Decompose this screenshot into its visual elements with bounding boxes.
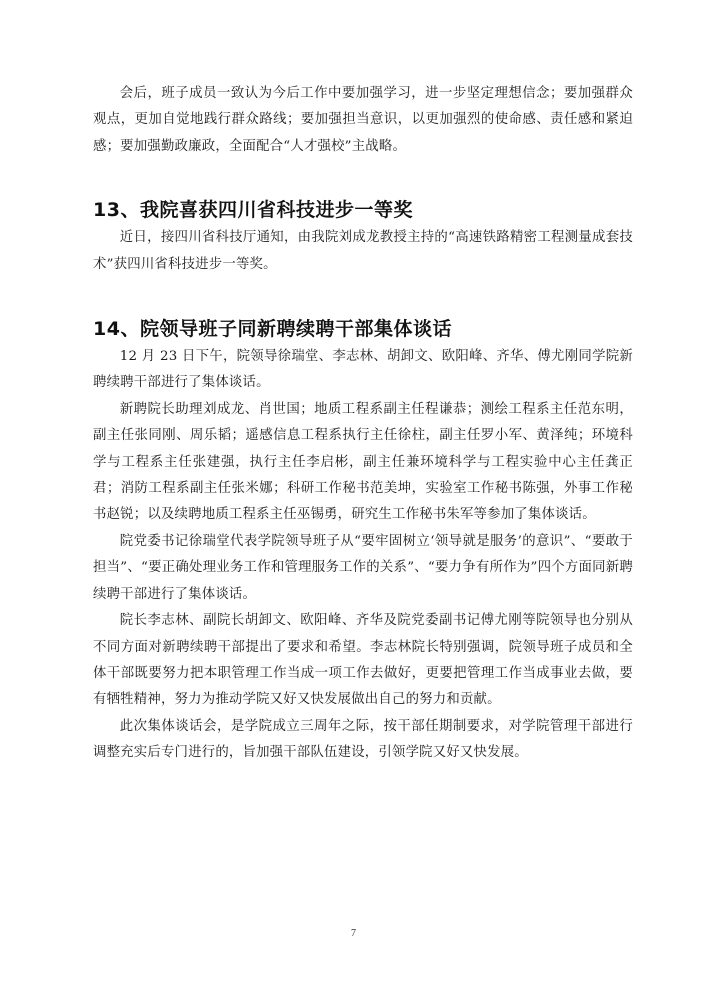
section-13-paragraph-1: 近日，接四川省科技厅通知，由我院刘成龙教授主持的“高速铁路精密工程测量成套技术”获四川省科技进步一等奖。 xyxy=(93,230,633,272)
section-title-13: 13、我院喜获四川省科技进步一等奖 xyxy=(93,199,413,222)
intro-paragraph: 会后，班子成员一致认为今后工作中要加强学习，进一步坚定理想信念；要加强群众观点，更加自觉地践行群众路线；要加强担当意识，以更加强烈的使命感、责任感和紧迫感；要加强勤政廉政，全面配合“人才强校”主战略。 xyxy=(93,86,633,154)
section-14-paragraph-5: 此次集体谈话会，是学院成立三周年之际，按干部任期制要求，对学院管理干部进行调整充实后专门进行的，旨加强干部队伍建设，引领学院又好又快发展。 xyxy=(93,718,633,761)
page-number: 7 xyxy=(351,928,356,939)
section-title-14: 14、院领导班子同新聘续聘干部集体谈话 xyxy=(93,318,452,341)
document-body xyxy=(93,81,633,767)
section-14-paragraph-3: 院党委书记徐瑞堂代表学院领导班子从“要牢固树立‘领导就是服务’的意识”、“要敢于担当”、“要正确处理业务工作和管理服务工作的关系”、“要力争有所作为”四个方面同新聘续聘干部进行了集体谈话。 xyxy=(93,533,633,602)
section-14-paragraph-2: 新聘院长助理刘成龙、肖世国；地质工程系副主任程谦恭；测绘工程系主任范东明，副主任张同刚、周乐韬；遥感信息工程系执行主任徐柱，副主任罗小军、黄泽纯；环境科学与工程系主任张建强，执行主任李启彬，副主任兼环境科学与工程实验中心主任龚正君；消防工程系副主任张米娜；科研工作秘书范美坤，实验室工作秘书陈强，外事工作秘书赵锐；以及续聘地质工程系主任巫锡勇，研究生工作秘书朱军等参加了集体谈话。 xyxy=(93,401,633,523)
section-14-paragraph-4: 院长李志林、副院长胡卸文、欧阳峰、齐华及院党委副书记傅尤刚等院领导也分别从不同方面对新聘续聘干部提出了要求和希望。李志林院长特别强调，院领导班子成员和全体干部既要努力把本职管理工作当成一项工作去做好，更要把管理工作当成事业去做，要有牺牲精神，努力为推动学院又好又快发展做出自己的努力和贡献。 xyxy=(93,613,633,708)
section-14-paragraph-1: 12 月 23 日下午，院领导徐瑞堂、李志林、胡卸文、欧阳峰、齐华、傅尤刚同学院新聘续聘干部进行了集体谈话。 xyxy=(93,349,633,391)
